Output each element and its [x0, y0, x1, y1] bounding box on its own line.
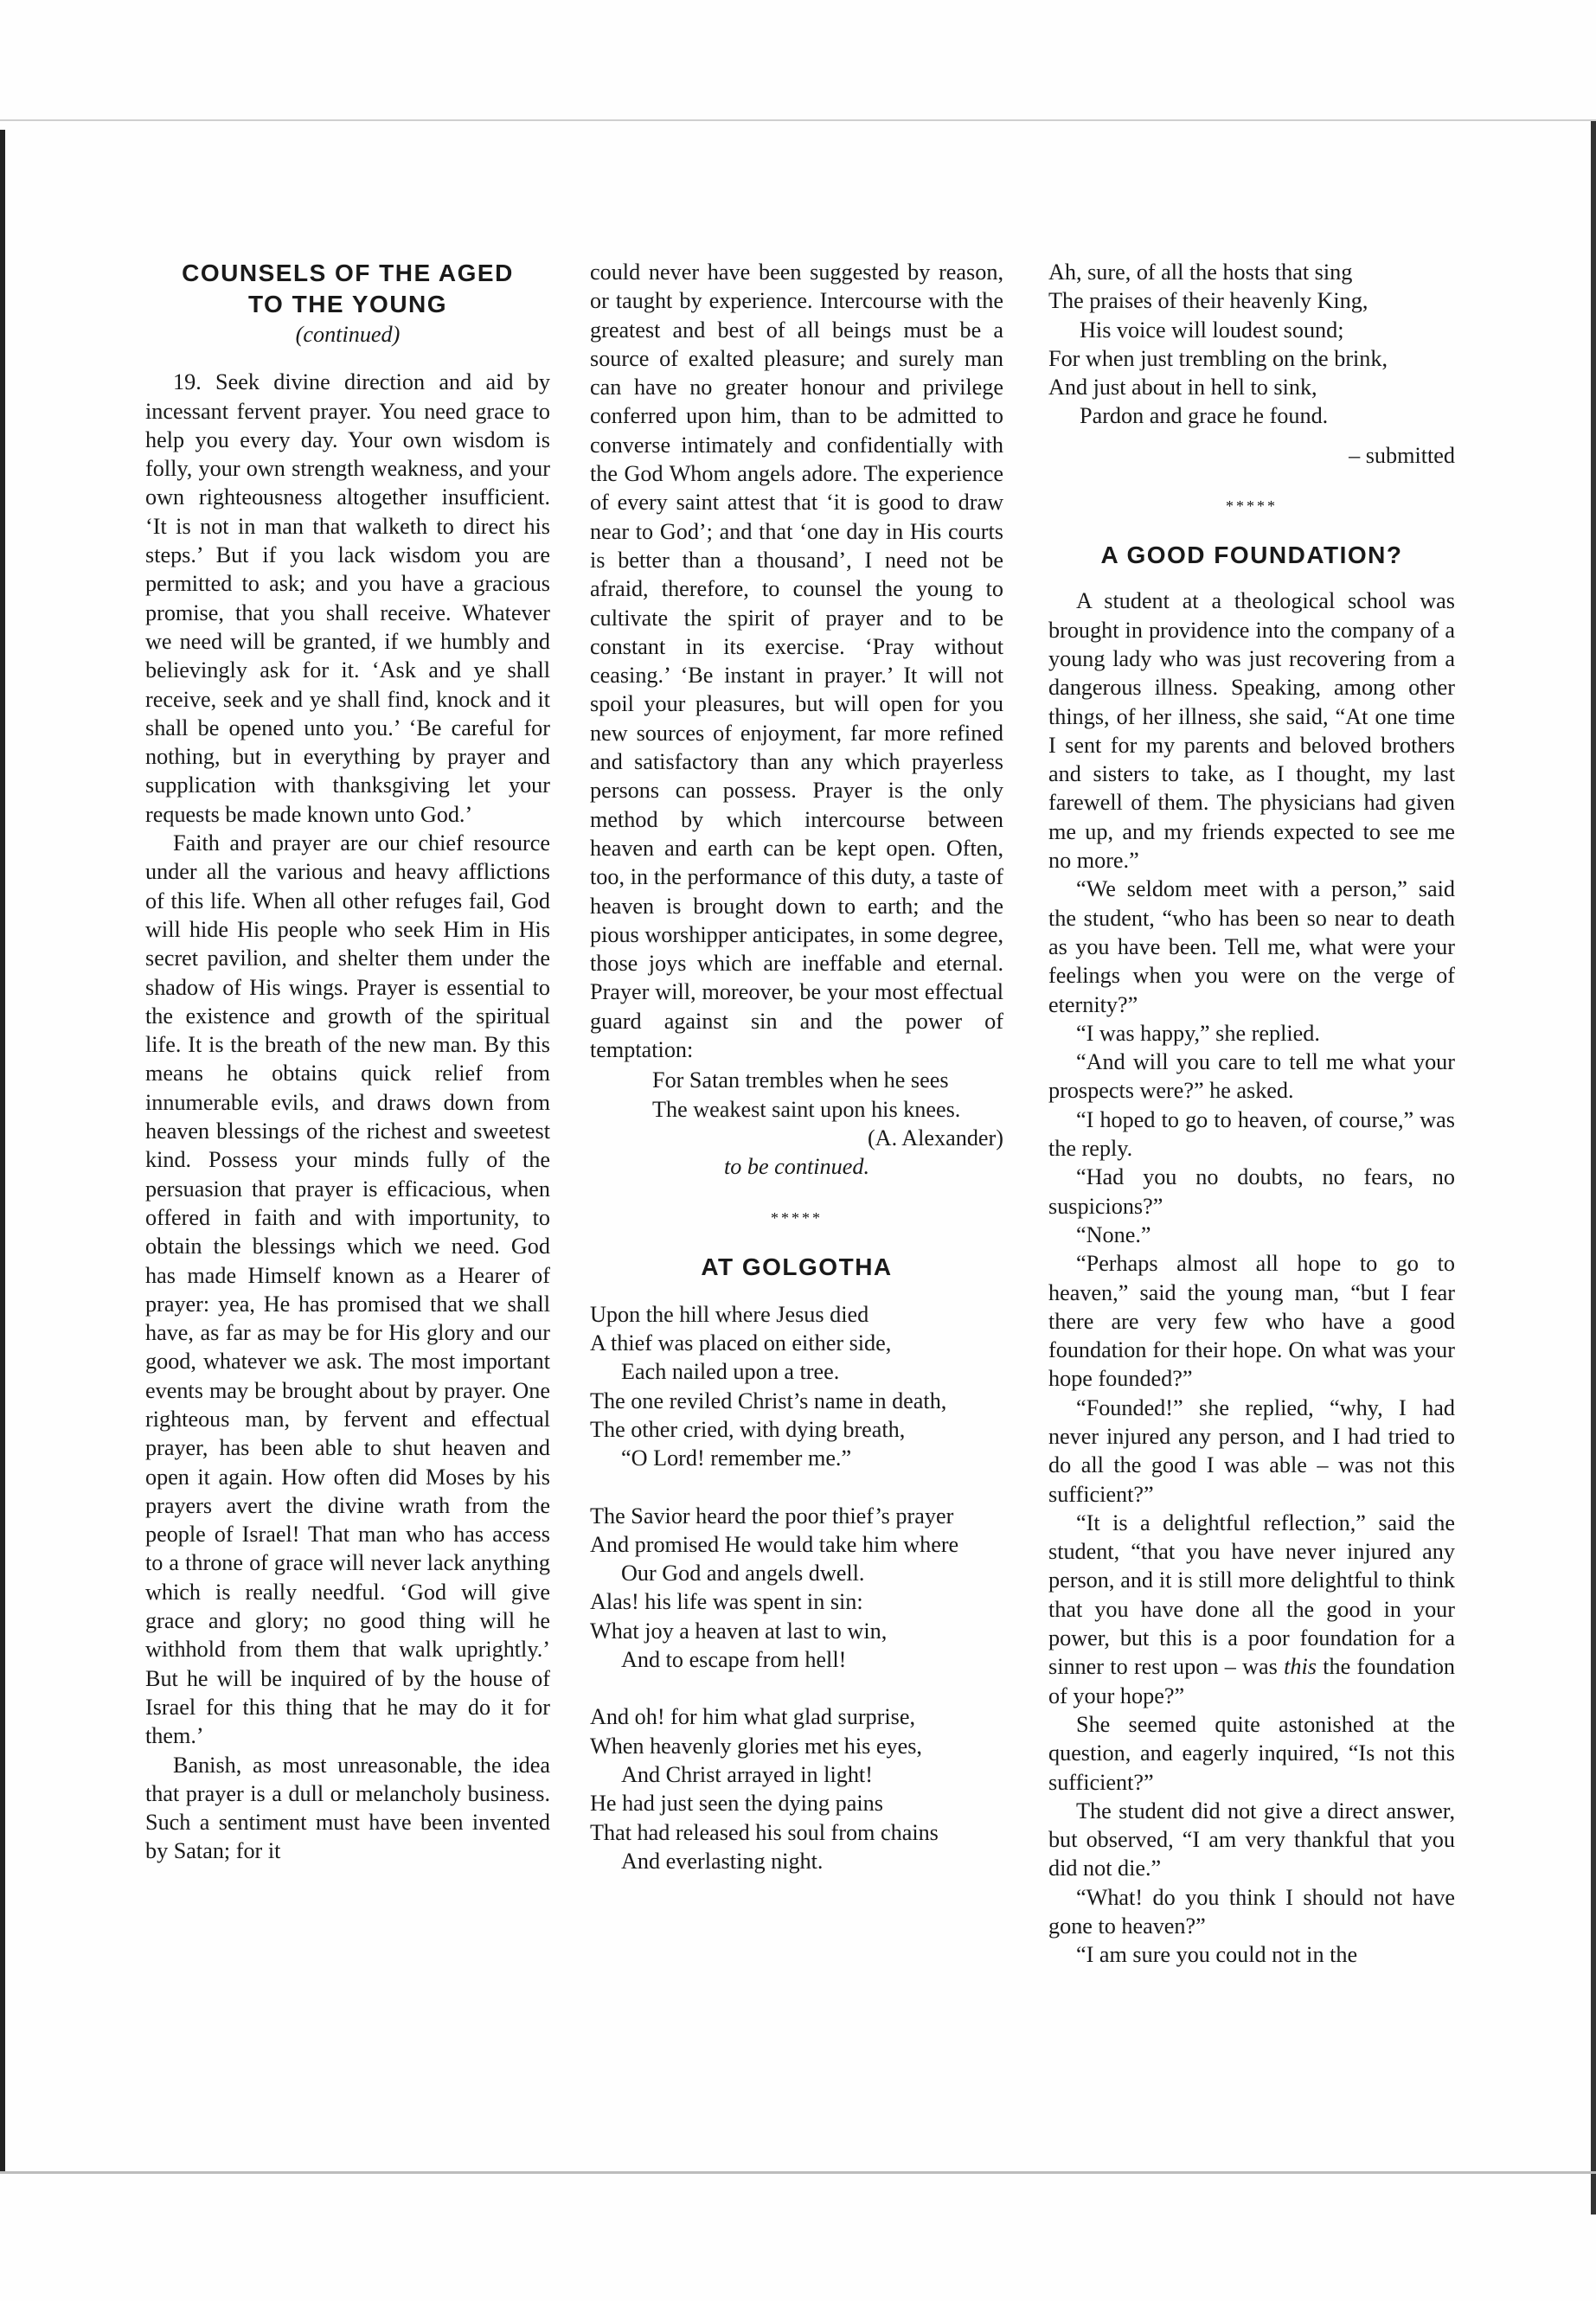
poem-line: The one reviled Christ’s name in death, [590, 1388, 947, 1413]
paragraph-text: “It is a delightful reflection,” said the student, “that you have never injured any person, and it is still more delightful to think that you have done all the good in your power, but this is a poor foundation for a sinner to rest upon – was [1048, 1509, 1455, 1680]
column-2 [590, 258, 1003, 1875]
foundation-paragraph-2: “We seldom meet with a person,” said the student, “who has been so near to death as you have been. Tell me, what were your feelings when you were on the verge of eternity?” [1048, 876, 1455, 1017]
submitted-credit: – submitted [1349, 442, 1455, 468]
foundation-paragraph-12: The student did not give a direct answer, but observed, “I am very thankful that you did not die.” [1048, 1798, 1455, 1881]
poem-line: And Christ arrayed in light! [621, 1761, 873, 1787]
poem-line: Pardon and grace he found. [1080, 403, 1329, 429]
foundation-paragraph-8: “Perhaps almost all hope to go to heaven,” said the young man, “but I fear there are very few who have a good foundation for their hope. On what was your hope founded?” [1048, 1251, 1455, 1392]
golgotha-title: AT GOLGOTHA [701, 1253, 893, 1280]
poem-line: “O Lord! remember me.” [621, 1445, 852, 1471]
foundation-paragraph-10 [1048, 1509, 1455, 1710]
foundation-paragraph-5: “I hoped to go to heaven, of course,” was the reply. [1048, 1106, 1455, 1162]
poem-line: He had just seen the dying pains [590, 1791, 883, 1817]
poem-line: And promised He would take him where [590, 1531, 959, 1557]
emphasis-text: this [1284, 1654, 1317, 1680]
poem-line: Our God and angels dwell. [621, 1561, 865, 1586]
poem-line: For when just trembling on the brink, [1048, 345, 1388, 371]
poem-line: Ah, sure, of all the hosts that sing [1048, 260, 1353, 285]
golgotha-poem [590, 1300, 1003, 1875]
foundation-paragraph-13: “What! do you think I should not have gone to heaven?” [1048, 1884, 1455, 1939]
poem-line: When heavenly glories met his eyes, [590, 1733, 922, 1759]
poem-line: Alas! his life was spent in sin: [590, 1589, 863, 1615]
section-divider-stars: ***** [771, 1208, 823, 1227]
golgotha-poem-ending [1048, 258, 1455, 431]
foundation-title: A GOOD FOUNDATION? [1100, 542, 1403, 569]
foundation-paragraph-14: “I am sure you could not in the [1076, 1942, 1358, 1968]
poem-line: What joy a heaven at last to win, [590, 1618, 888, 1644]
poem-line: The other cried, with dying breath, [590, 1416, 906, 1442]
counsels-continuation-paragraph: could never have been suggested by reason, or taught by experience. Intercourse with the greatest and best of all beings must be a source of exalted pleasure; and surely man can have no greater honour and privilege conferred upon him, than to be admitted to converse intimately and confidentially with the God Whom angels adore. The experience of every saint attest that ‘it is good to draw near to God’; and that ‘one day in His courts is better than a thousand’, I need not be afraid, therefore, to counsel the young to cultivate the spirit of prayer and to be constant in its exercise. ‘Pray without ceasing.’ ‘Be instant in prayer.’ It will not spoil your pleasures, but will open for you new sources of enjoyment, far more refined and satisfactory than any which prayerless persons can possess. Prayer is the only method by which intercourse between heaven and earth can be kept open. Often, too, in the performance of this duty, a taste of heaven is brought down to earth; and the pious worshipper anticipates, in some degree, those joys which are ineffable and eternal. Prayer will, moreover, be your most effectual guard against sin and the power of temptation: [590, 260, 1003, 1063]
poem-line: And just about in hell to sink, [1048, 375, 1317, 401]
foundation-paragraph-1: A student at a theological school was brought in providence into the company of a young lady who was just recovering from a dangerous illness. Speaking, among other things, of her illness, she said, “At one time I sent for my parents and beloved brothers and sisters to take, as I thought, my last farewell of them. The physicians had given me up, and my friends expected to see me no more.” [1048, 588, 1455, 874]
poem-line: A thief was placed on either side, [590, 1330, 892, 1356]
foundation-paragraph-4: “And will you care to tell me what your prospects were?” he asked. [1048, 1049, 1455, 1104]
counsels-title-line-1: COUNSELS OF THE AGED [182, 260, 514, 286]
poem-line: And oh! for him what glad surprise, [590, 1704, 916, 1730]
quote-line: For Satan trembles when he sees [652, 1067, 949, 1093]
quote-line: The weakest saint upon his knees. [652, 1096, 961, 1122]
foundation-paragraph-7: “None.” [1076, 1221, 1151, 1247]
right-scan-edge [1591, 121, 1596, 2214]
to-be-continued-label: to be continued. [724, 1154, 869, 1180]
counsels-paragraph-3: Banish, as most unreasonable, the idea that prayer is a dull or melancholy business. Such a sentiment must have been invented by Satan; for it [145, 1752, 550, 1864]
satan-quote [590, 1066, 1003, 1124]
foundation-paragraph-9: “Founded!” she replied, “why, I had never injured any person, and I had tried to do all the good I was able – was not this sufficient?” [1048, 1394, 1455, 1507]
counsels-paragraph-1: 19. Seek divine direction and aid by incessant fervent prayer. You need grace to help you every day. Your own wisdom is folly, your own strength weakness, and your own righteousness altogether insufficient. ‘It is not in man that walketh to direct his steps.’ But if you lack wisdom you are permitted to ask; and you have a gracious promise, that you shall receive. Whatever we need will be granted, if we humbly and believingly ask for it. ‘Ask and ye shall receive, seek and ye shall find, knock and it shall be opened unto you.’ ‘Be careful for nothing, but in everything by prayer and supplication with thanksgiving let your requests be made known unto God.’ [145, 369, 550, 827]
left-scan-edge [0, 130, 5, 2171]
column-1 [145, 258, 550, 1866]
counsels-paragraph-2: Faith and prayer are our chief resource under all the various and heavy afflictions of this life. When all other refuges fail, God will hide His people who seek Him in His secret pavilion, and shelter them under the shadow of His wings. Prayer is essential to the existence and growth of the spiritual life. It is the breath of the new man. By this means he obtains quick relief from innumerable evils, and draws down from heaven blessings of the richest and sweetest kind. Possess your minds fully of the persuasion that prayer is efficacious, when offered in faith and with importunity, to obtain the blessings which we need. God has made Himself known as a Hearer of prayer: yea, He has promised that we shall have, as far as may be for His glory and our good, whatever we ask. The most important events may be brought about by prayer. One righteous man, by fervent and effectual prayer, has been able to shut heaven and open it again. How often did Moses by his prayers avert the divine wrath from the people of Israel! That man who has access to a throne of grace will never lack anything which is really needful. ‘God will give grace and glory; no good thing will he withhold from them that walk uprightly.’ But he will be inquired of by the house of Israel for this thing that he may do it for them.’ [145, 830, 550, 1749]
paragraph-text: the foundation of your hope?” [1048, 1654, 1456, 1708]
quote-attribution: (A. Alexander) [867, 1125, 1003, 1150]
poem-line: His voice will loudest sound; [1080, 317, 1344, 343]
foundation-paragraph-3: “I was happy,” she replied. [1076, 1020, 1320, 1046]
poem-line: And everlasting night. [621, 1848, 824, 1874]
poem-line: Each nailed upon a tree. [621, 1359, 840, 1385]
column-3 [1048, 258, 1455, 1970]
poem-line: And to escape from hell! [621, 1647, 847, 1673]
counsels-title-line-2: TO THE YOUNG [247, 291, 448, 317]
foundation-paragraph-6: “Had you no doubts, no fears, no suspicions?” [1048, 1164, 1455, 1219]
poem-line: That had released his soul from chains [590, 1819, 939, 1845]
poem-line: Upon the hill where Jesus died [590, 1301, 869, 1327]
bottom-scan-edge [0, 2171, 1596, 2174]
foundation-paragraph-11: She seemed quite astonished at the question, and eagerly inquired, “Is not this sufficient?” [1048, 1711, 1455, 1795]
top-scan-edge [0, 119, 1596, 121]
section-divider-stars: ***** [1226, 497, 1278, 516]
poem-line: The Savior heard the poor thief’s prayer [590, 1503, 954, 1529]
continued-label: (continued) [295, 322, 401, 347]
poem-line: The praises of their heavenly King, [1048, 288, 1368, 314]
